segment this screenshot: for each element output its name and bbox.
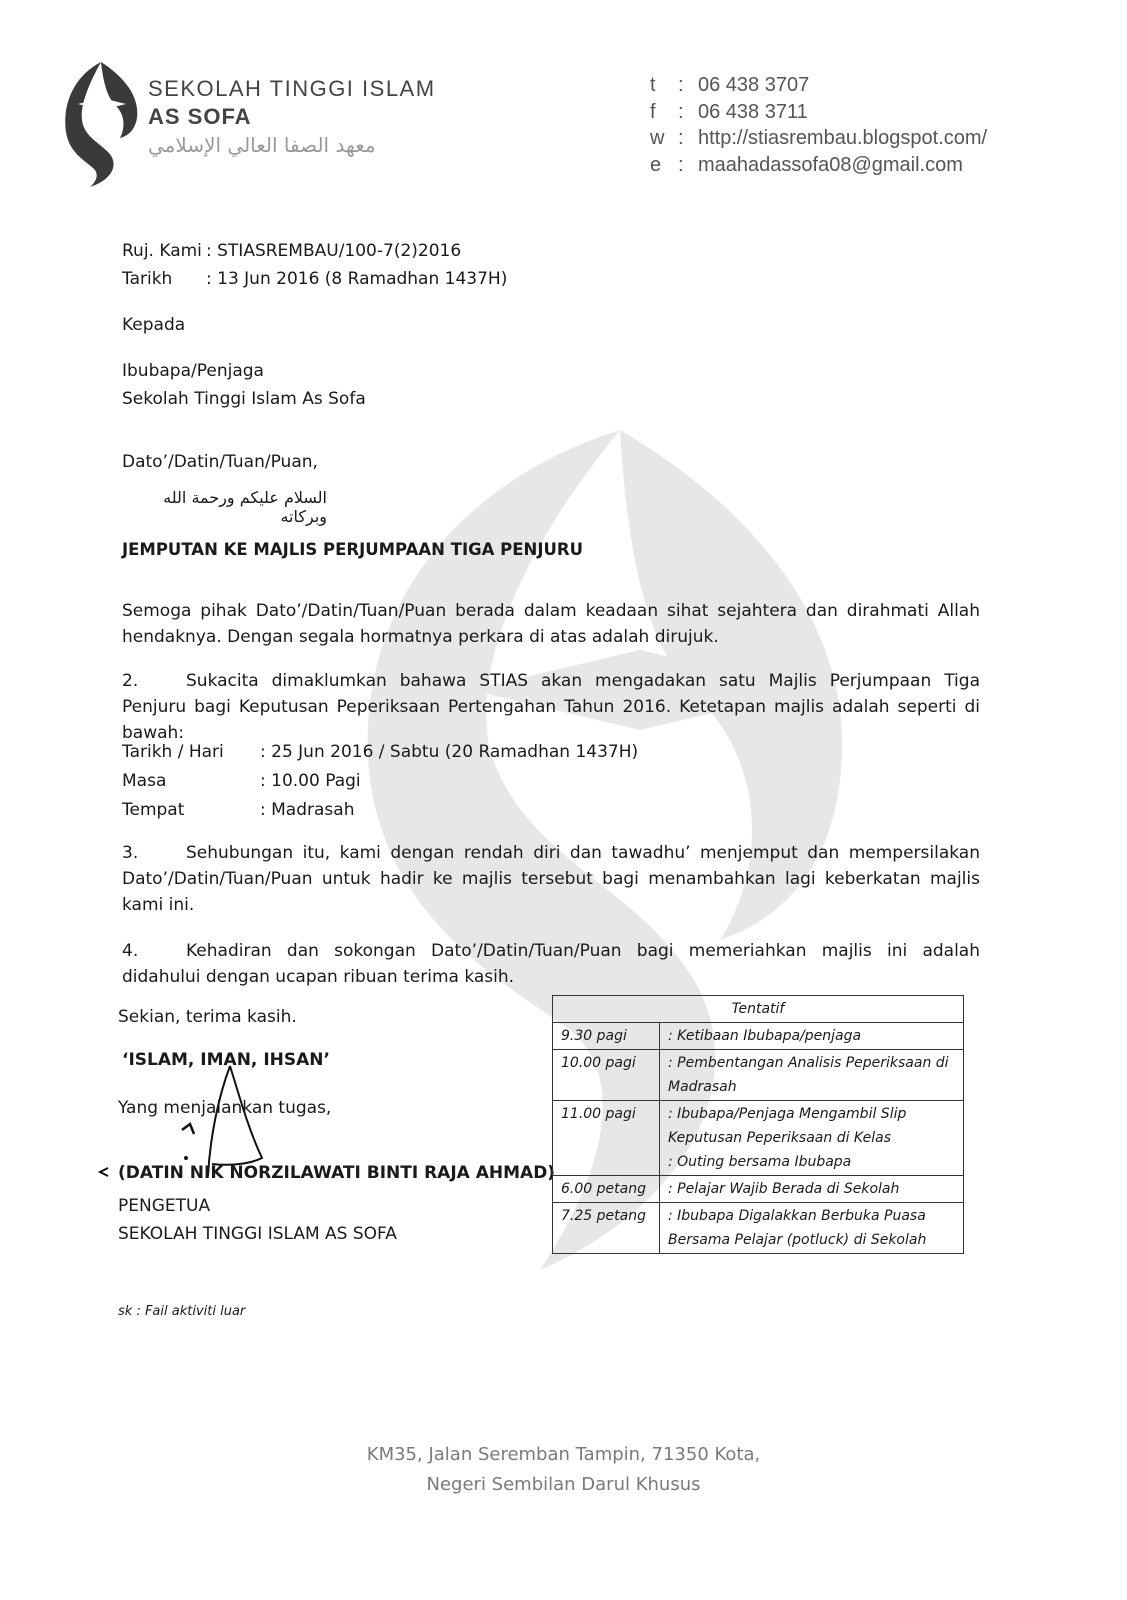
motto: ‘ISLAM, IMAN, IHSAN’ — [122, 1050, 330, 1070]
contact-phone: t : 06 438 3707 — [650, 74, 810, 96]
time-cell: 6.00 petang — [553, 1176, 660, 1203]
table-row — [553, 1050, 964, 1101]
signatory-name: (DATIN NIK NORZILAWATI BINTI RAJA AHMAD) — [118, 1163, 556, 1183]
signatory-school: SEKOLAH TINGGI ISLAM AS SOFA — [118, 1224, 397, 1244]
detail-row: Masa : 10.00 Pagi — [122, 771, 361, 791]
contact-website[interactable]: w : http://stiasrembau.blogspot.com/ — [650, 127, 988, 149]
time-cell: 11.00 pagi — [553, 1101, 660, 1176]
school-arabic-name: معهد الصفا العالي الإسلامي — [148, 133, 376, 157]
footer-line-1: KM35, Jalan Seremban Tampin, 71350 Kota, — [366, 1444, 761, 1465]
salutation: Dato’/Datin/Tuan/Puan, — [122, 452, 318, 472]
table-row — [553, 1023, 964, 1050]
table-row — [553, 1101, 964, 1176]
activity-cell: : Ketibaan Ibubapa/penjaga — [660, 1023, 964, 1050]
recipient-line-2: Sekolah Tinggi Islam As Sofa — [122, 389, 366, 409]
school-logo-icon — [60, 60, 142, 188]
paragraph-3: 3. Sehubungan itu, kami dengan rendah diri dan tawadhu’ menjemput dan mempersilakan Dato’/Datin/Tuan/Puan untuk hadir ke majlis tersebut bagi menambahkan lagi keberkatan majlis kami ini. — [122, 843, 980, 915]
footer-line-2: Negeri Sembilan Darul Khusus — [426, 1474, 701, 1495]
contact-block — [650, 72, 987, 178]
recipient-kepada: Kepada — [122, 315, 186, 335]
time-cell: 10.00 pagi — [553, 1050, 660, 1101]
paragraph-1: Semoga pihak Dato’/Datin/Tuan/Puan berada dalam keadaan sihat sejahtera dan dirahmati Allah hendaknya. Dengan segala hormatnya perkara di atas adalah dirujuk. — [122, 601, 980, 647]
duty-line: Yang menjalankan tugas, — [118, 1098, 332, 1118]
activity-cell: : Ibubapa/Penjaga Mengambil Slip Keputusan Peperiksaan di Kelas : Outing bersama Ibubapa — [660, 1101, 964, 1176]
activity-cell: : Ibubapa Digalakkan Berbuka Puasa Bersama Pelajar (potluck) di Sekolah — [660, 1203, 964, 1254]
activity-cell: : Pembentangan Analisis Peperiksaan di Madrasah — [660, 1050, 964, 1101]
reference-line: Ruj. Kami : STIASREMBAU/100-7(2)2016 — [122, 241, 462, 261]
date-line: Tarikh : 13 Jun 2016 (8 Ramadhan 1437H) — [122, 269, 508, 289]
detail-row: Tempat : Madrasah — [122, 800, 355, 820]
table-row — [553, 1203, 964, 1254]
paragraph-2: 2. Sukacita dimaklumkan bahawa STIAS akan mengadakan satu Majlis Perjumpaan Tiga Penjuru bagi Keputusan Peperiksaan Pertengahan Tahun 2016. Ketetapan majlis adalah seperti di bawah: — [122, 671, 980, 743]
paragraph-4: 4. Kehadiran dan sokongan Dato’/Datin/Tuan/Puan bagi memeriahkan majlis ini adalah didahului dengan ucapan ribuan terima kasih. — [122, 941, 980, 987]
footer-address — [0, 1440, 1127, 1500]
school-name: SEKOLAH TINGGI ISLAM — [148, 76, 436, 101]
school-name-sub: AS SOFA — [148, 104, 252, 129]
tentatif-table — [552, 995, 964, 1254]
signatory-position: PENGETUA — [118, 1196, 211, 1216]
closing-thanks: Sekian, terima kasih. — [118, 1007, 297, 1027]
footnote: sk : Fail aktiviti luar — [118, 1304, 246, 1319]
activity-cell: : Pelajar Wajib Berada di Sekolah — [660, 1176, 964, 1203]
table-row — [553, 1176, 964, 1203]
table-title: Tentatif — [553, 996, 964, 1023]
arabic-greeting: السلام عليكم ورحمة الله وبركاته — [163, 488, 327, 526]
contact-email[interactable]: e : maahadassofa08@gmail.com — [650, 153, 963, 176]
letter-title: JEMPUTAN KE MAJLIS PERJUMPAAN TIGA PENJURU — [122, 540, 583, 559]
time-cell: 7.25 petang — [553, 1203, 660, 1254]
detail-row: Tarikh / Hari : 25 Jun 2016 / Sabtu (20 Ramadhan 1437H) — [122, 742, 639, 762]
time-cell: 9.30 pagi — [553, 1023, 660, 1050]
contact-fax: f : 06 438 3711 — [650, 100, 808, 123]
recipient-line-1: Ibubapa/Penjaga — [122, 361, 264, 381]
